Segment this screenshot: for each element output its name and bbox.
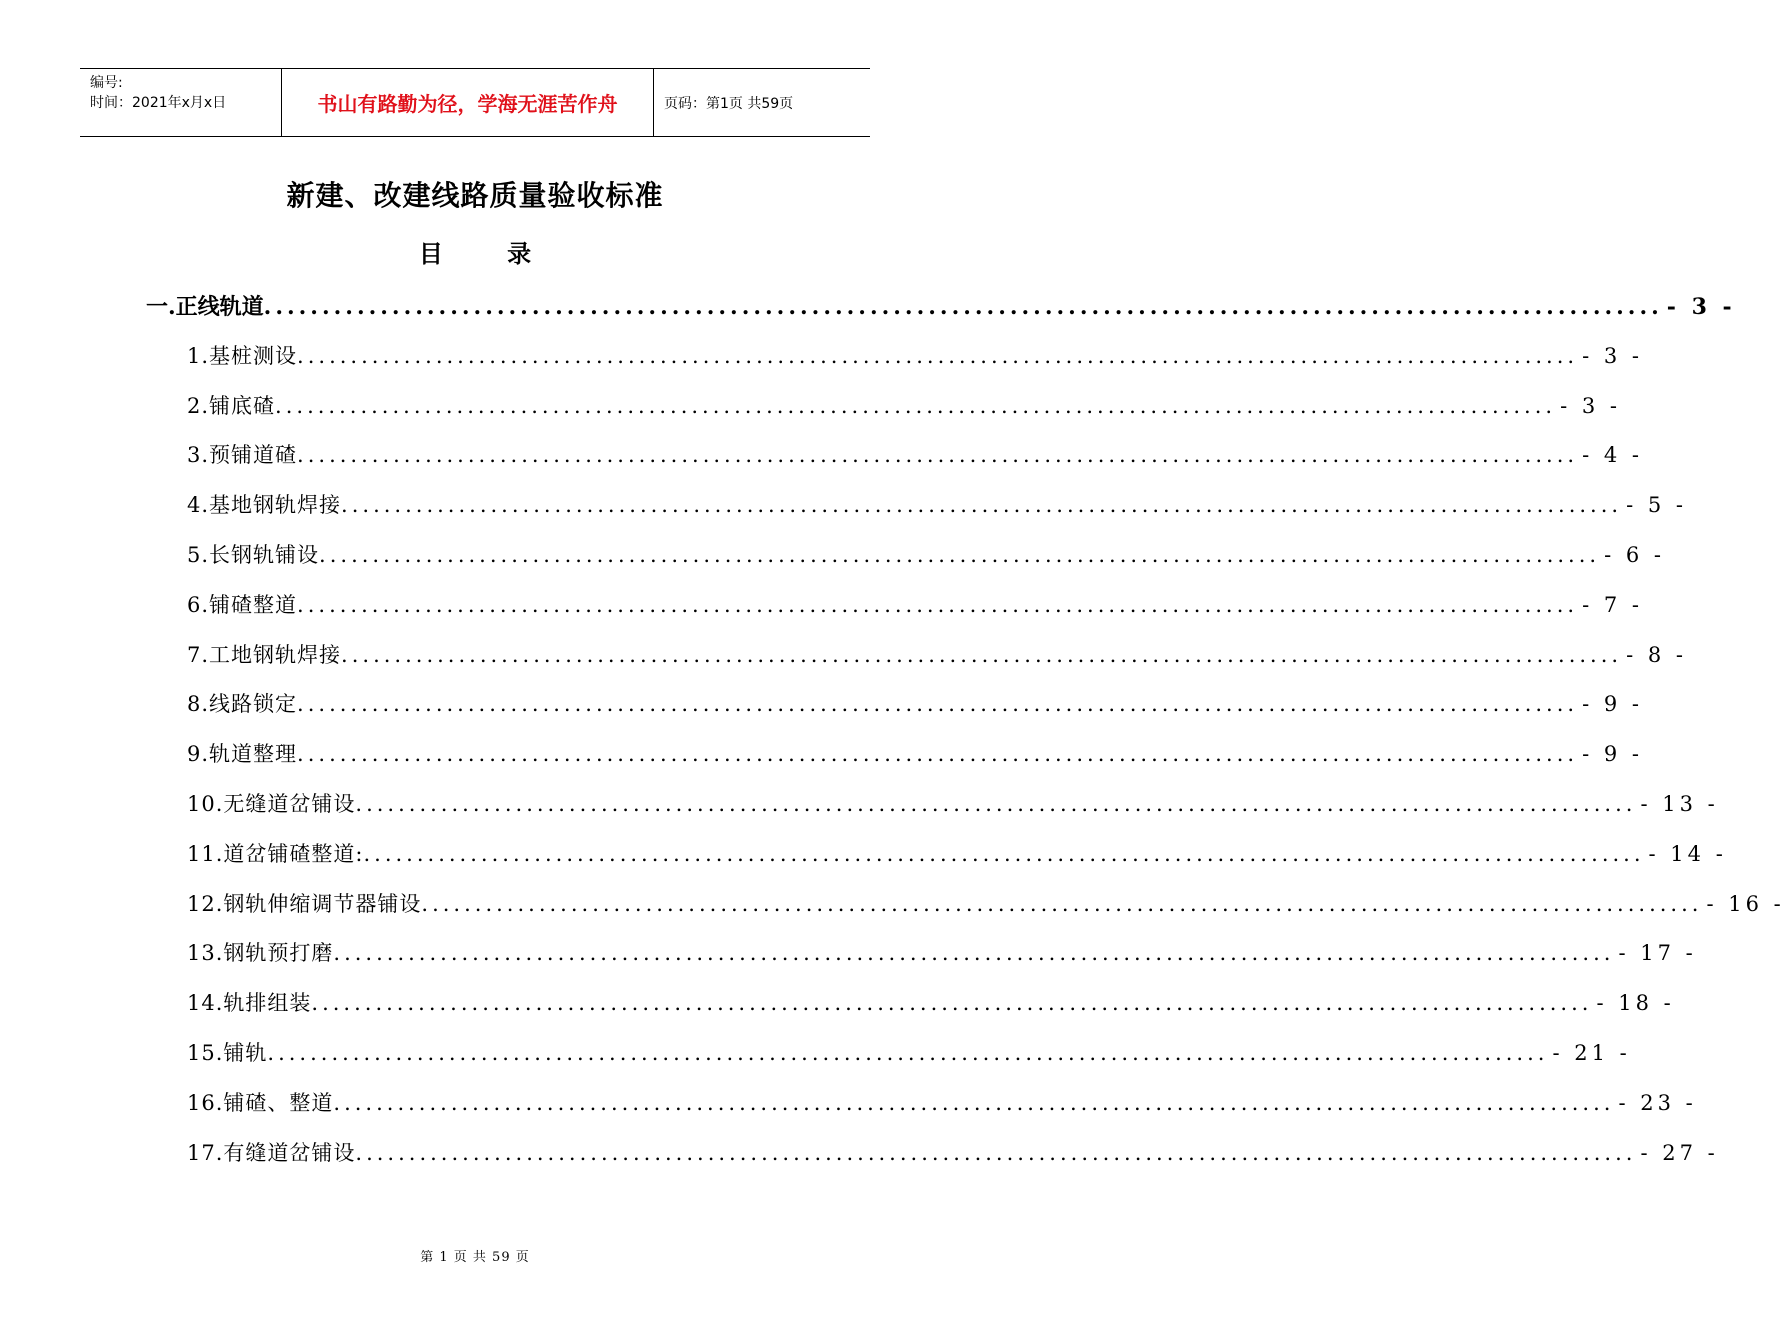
toc-entry-title: 2.铺底碴 <box>187 393 276 418</box>
document-title: 新建、改建线路质量验收标准 <box>286 179 664 212</box>
toc-entry-title: 4.基地钢轨焊接 <box>187 493 342 518</box>
toc-entry[interactable] <box>187 987 1675 1023</box>
toc-entry-title: 17.有缝道岔铺设 <box>187 1140 356 1165</box>
toc-entry-page: - 9 - <box>1582 692 1643 717</box>
toc-entry-page: - 4 - <box>1582 443 1643 468</box>
page-footer: 第 1 页 共 59 页 <box>420 1250 530 1265</box>
toc-entry[interactable] <box>146 290 1736 326</box>
toc-entry[interactable] <box>187 937 1697 973</box>
toc-leader-dots: ........................................................................................................................ <box>355 1140 1637 1165</box>
toc-entry-page: - 13 - <box>1640 792 1719 816</box>
toc-entry-title: 16.铺碴、整道 <box>187 1090 334 1115</box>
toc-entry-page: - 5 - <box>1626 493 1687 518</box>
toc-entry[interactable] <box>187 888 1785 924</box>
toc-leader-dots: ........................................................................................................................ <box>319 543 1601 567</box>
toc-heading: 目 录 <box>418 239 560 268</box>
toc-entry-page: - 9 - <box>1582 742 1643 767</box>
toc-entry-title: 一.正线轨道 <box>146 294 264 320</box>
toc-entry[interactable] <box>187 1037 1631 1073</box>
toc-entry-title: 13.钢轨预打磨 <box>187 941 334 966</box>
number-label: 编号: <box>90 75 123 91</box>
toc-entry[interactable] <box>187 539 1665 575</box>
toc-entry-page: - 8 - <box>1626 642 1687 667</box>
toc-leader-dots: ........................................................................................................................ <box>297 692 1579 717</box>
toc-entry-page: - 3 - <box>1582 343 1643 368</box>
toc-leader-dots: ........................................................................................................................ <box>421 891 1703 916</box>
toc-entry[interactable] <box>187 390 1621 426</box>
toc-entry-title: 12.钢轨伸缩调节器铺设 <box>187 891 422 916</box>
toc-entry[interactable] <box>187 1137 1719 1173</box>
toc-entry-title: 5.长钢轨铺设 <box>187 543 320 567</box>
page-header <box>80 68 870 137</box>
toc-entry-page: - 17 - <box>1618 941 1697 966</box>
toc-leader-dots: ........................................................................................................................ <box>297 742 1579 767</box>
toc-leader-dots: ........................................................................................................................ <box>297 343 1579 368</box>
toc-entry-page: - 18 - <box>1596 991 1675 1016</box>
toc-leader-dots: ........................................................................................................................ <box>355 792 1637 816</box>
toc-entry[interactable] <box>187 589 1643 625</box>
toc-entry-title: 10.无缝道岔铺设 <box>187 792 356 816</box>
toc-entry[interactable] <box>187 788 1719 824</box>
toc-leader-dots: ........................................................................................................................ <box>297 443 1579 468</box>
toc-entry-page: - 3 - <box>1560 393 1621 418</box>
toc-leader-dots: ........................................................................................................................ <box>363 841 1645 866</box>
toc-entry-page: - 16 - <box>1706 891 1785 916</box>
toc-entry-page: - 27 - <box>1640 1140 1719 1165</box>
toc-entry[interactable] <box>187 1087 1697 1123</box>
toc-entry-page: - 7 - <box>1582 592 1643 617</box>
toc-entry-title: 11.道岔铺碴整道: <box>187 841 364 866</box>
header-motto: 书山有路勤为径，学海无涯苦作舟 <box>281 69 654 136</box>
toc-leader-dots: ........................................................................................................................ <box>333 941 1615 966</box>
toc-leader-dots: ........................................................................................................................ <box>267 1041 1549 1065</box>
toc-leader-dots: ........................................................................................................................ <box>297 592 1579 617</box>
toc-entry[interactable] <box>187 489 1687 525</box>
toc-leader-dots: ........................................................................................................................ <box>341 493 1623 518</box>
toc-entry-page: - 23 - <box>1618 1090 1697 1115</box>
toc-entry-title: 6.铺碴整道 <box>187 592 298 617</box>
toc-entry[interactable] <box>187 439 1643 475</box>
toc-entry-title: 15.铺轨 <box>187 1041 268 1065</box>
toc-entry-title: 14.轨排组装 <box>187 991 312 1016</box>
toc-leader-dots: ........................................................................................................................ <box>333 1090 1615 1115</box>
header-meta <box>80 69 281 136</box>
toc-leader-dots: ........................................................................................................................ <box>311 991 1593 1016</box>
toc-entry[interactable] <box>187 688 1643 724</box>
toc-entry-title: 8.线路锁定 <box>187 692 298 717</box>
toc-entry-page: - 6 - <box>1604 543 1665 567</box>
toc-leader-dots: ........................................................................................................................ <box>341 642 1623 667</box>
toc-entry-title: 7.工地钢轨焊接 <box>187 642 342 667</box>
toc-entry[interactable] <box>187 838 1727 874</box>
toc-entry[interactable] <box>187 639 1687 675</box>
toc-entry-title: 3.预铺道碴 <box>187 443 298 468</box>
toc-entry[interactable] <box>187 738 1643 774</box>
toc-entry[interactable] <box>187 340 1643 376</box>
toc-entry-title: 1.基桩测设 <box>187 343 298 368</box>
toc-entry-page: - 3 - <box>1666 294 1736 320</box>
toc-entry-title: 9.轨道整理 <box>187 742 298 767</box>
toc-leader-dots: ........................................................................................................................ <box>263 294 1663 320</box>
time-label: 时间：2021年x月x日 <box>90 95 227 111</box>
toc-leader-dots: ........................................................................................................................ <box>275 393 1557 418</box>
toc-entry-page: - 14 - <box>1648 841 1727 866</box>
toc-entry-page: - 21 - <box>1552 1041 1631 1065</box>
header-page-info: 页码：第1页 共59页 <box>664 95 794 112</box>
